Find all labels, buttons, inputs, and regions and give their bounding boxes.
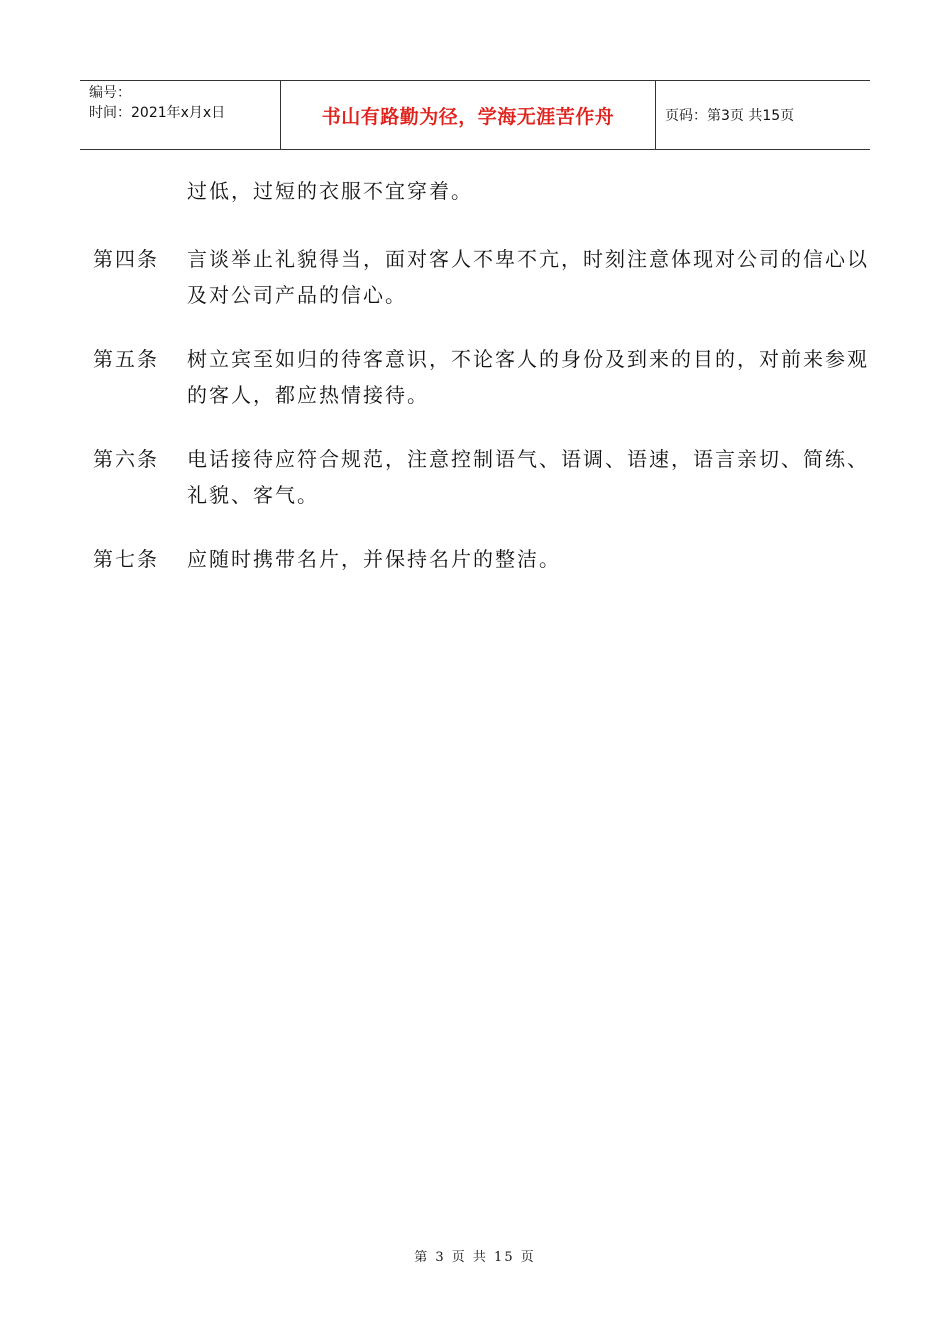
page-header: [80, 80, 870, 150]
article-label: 第七条: [93, 547, 159, 571]
header-meta: [80, 81, 281, 149]
article-label: 第五条: [93, 347, 159, 371]
continuation-text: 过低，过短的衣服不宜穿着。: [187, 179, 473, 203]
continuation-paragraph: [93, 173, 873, 209]
article-text: 树立宾至如归的待客意识，不论客人的身份及到来的目的，对前来参观的客人，都应热情接待。: [187, 347, 869, 407]
header-motto: 书山有路勤为径，学海无涯苦作舟: [281, 81, 656, 149]
article-text: 应随时携带名片，并保持名片的整洁。: [187, 547, 561, 571]
number-label: 编号：: [89, 85, 131, 101]
article-7: [93, 541, 873, 577]
article-6: [93, 441, 873, 513]
header-page-info: 页码：第3页 共15页: [665, 108, 795, 124]
article-4: [93, 241, 873, 313]
page-footer: 第 3 页 共 15 页: [414, 1250, 536, 1265]
time-label: 时间：2021年x月x日: [89, 105, 226, 121]
article-5: [93, 341, 873, 413]
article-text: 言谈举止礼貌得当，面对客人不卑不亢，时刻注意体现对公司的信心以及对公司产品的信心。: [187, 247, 869, 307]
article-text: 电话接待应符合规范，注意控制语气、语调、语速，语言亲切、简练、礼貌、客气。: [187, 447, 869, 507]
article-label: 第四条: [93, 247, 159, 271]
article-label: 第六条: [93, 447, 159, 471]
